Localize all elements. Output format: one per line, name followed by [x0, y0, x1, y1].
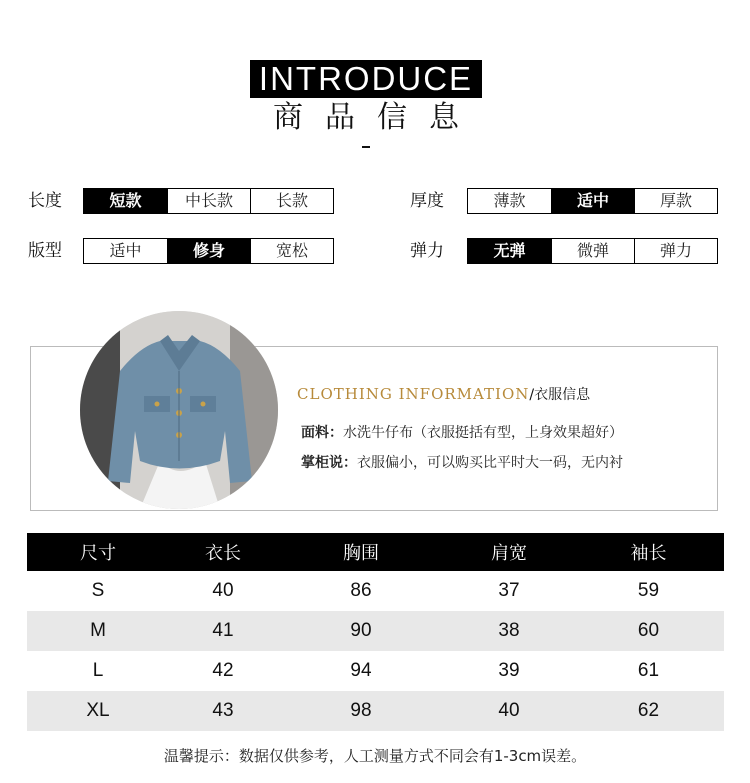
opt-elasticity-none: 无弹: [468, 239, 551, 263]
opt-elasticity-stretch: 弹力: [634, 239, 717, 263]
cell-shoulder: 38: [498, 620, 520, 641]
opt-length-mid: 中长款: [167, 189, 250, 213]
table-row: [27, 611, 724, 651]
opt-length-long: 长款: [250, 189, 333, 213]
attr-fit-label: 版型: [28, 241, 62, 261]
attr-length-options: [83, 188, 334, 214]
info-heading: [297, 384, 590, 404]
cell-length: 43: [212, 700, 234, 721]
attr-length-label: 长度: [28, 191, 62, 211]
cell-chest: 86: [350, 580, 372, 601]
page-title: INTRODUCE: [250, 60, 482, 98]
col-header-length: 衣长: [205, 543, 241, 564]
col-header-shoulder: 肩宽: [491, 543, 527, 564]
attr-elasticity: [410, 238, 718, 264]
cell-size: S: [91, 580, 105, 601]
table-row: [27, 651, 724, 691]
cell-sleeve: 61: [637, 660, 660, 681]
attr-thickness-options: [467, 188, 718, 214]
opt-fit-slim: 修身: [167, 239, 250, 263]
shopkeeper-note-text: 衣服偏小，可以购买比平时大一码，无内衬: [357, 455, 623, 471]
cell-length: 42: [212, 660, 234, 681]
cell-chest: 94: [350, 660, 372, 681]
col-header-sleeve: 袖长: [630, 543, 667, 564]
table-row: [27, 571, 724, 611]
table-row: [27, 691, 724, 731]
opt-elasticity-slight: 微弹: [551, 239, 634, 263]
col-header-chest: 胸围: [343, 543, 379, 564]
attr-elasticity-label: 弹力: [410, 241, 444, 261]
cell-size: XL: [86, 700, 110, 721]
cell-sleeve: 59: [637, 580, 660, 601]
fabric-line: [301, 422, 623, 442]
cell-shoulder: 37: [498, 580, 520, 601]
col-header-size: 尺寸: [80, 543, 116, 564]
attr-fit-options: [83, 238, 334, 264]
page-subtitle: 商品信息: [273, 100, 481, 135]
cell-chest: 90: [350, 620, 372, 641]
cell-sleeve: 62: [637, 700, 660, 721]
opt-fit-loose: 宽松: [250, 239, 333, 263]
denim-jacket-image: [80, 311, 278, 509]
product-photo: [80, 311, 278, 509]
cell-sleeve: 60: [637, 620, 660, 641]
opt-thickness-thick: 厚款: [634, 189, 717, 213]
cell-chest: 98: [350, 700, 372, 721]
opt-thickness-medium: 适中: [551, 189, 634, 213]
measurement-disclaimer: 温馨提示：数据仅供参考，人工测量方式不同会有1-3cm误差。: [163, 747, 587, 765]
cell-shoulder: 40: [498, 700, 520, 721]
title-divider: [362, 146, 370, 148]
attr-thickness-label: 厚度: [410, 191, 444, 211]
info-heading-cn: /衣服信息: [529, 387, 591, 403]
cell-length: 40: [212, 580, 234, 601]
cell-length: 41: [212, 620, 234, 641]
shopkeeper-note-label: 掌柜说：: [301, 455, 357, 471]
size-table: [27, 533, 724, 731]
opt-length-short: 短款: [84, 189, 167, 213]
info-heading-en: CLOTHING INFORMATION: [297, 385, 530, 403]
opt-thickness-thin: 薄款: [493, 191, 526, 210]
attr-fit: [28, 238, 334, 264]
attr-length: [28, 188, 334, 214]
attr-elasticity-options: [467, 238, 718, 264]
cell-size: L: [92, 660, 104, 681]
opt-fit-regular: 适中: [109, 241, 142, 260]
attr-thickness: [410, 188, 718, 214]
cell-size: M: [90, 620, 106, 641]
size-table-header: [27, 533, 724, 571]
fabric-text: 水洗牛仔布（衣服挺括有型，上身效果超好）: [343, 425, 623, 441]
fabric-label: 面料：: [301, 425, 343, 441]
cell-shoulder: 39: [498, 660, 520, 681]
shopkeeper-note-line: [301, 452, 623, 472]
